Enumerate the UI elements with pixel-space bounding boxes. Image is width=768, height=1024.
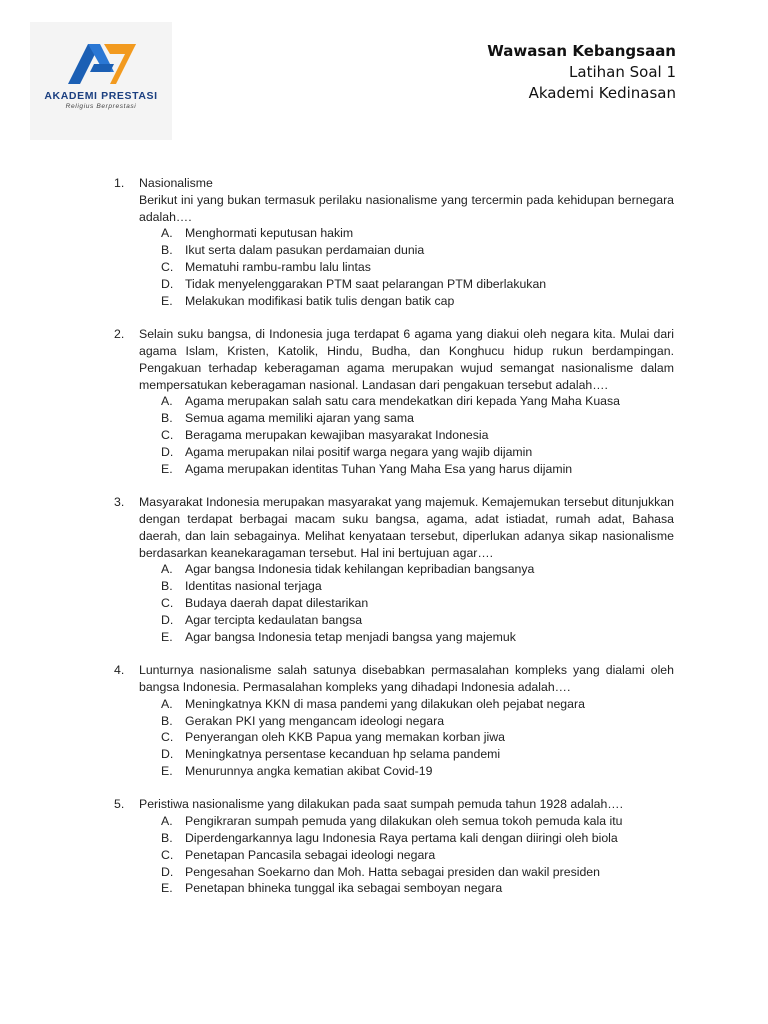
question-text: Berikut ini yang bukan termasuk perilaku nasionalisme yang tercermin pada kehidupan bernegara adalah….: [139, 192, 674, 224]
question-text: Peristiwa nasionalisme yang dilakukan pada saat sumpah pemuda tahun 1928 adalah….: [139, 797, 623, 812]
option-text: Agama merupakan nilai positif warga negara yang wajib dijamin: [185, 444, 533, 459]
brand-logo: [30, 22, 172, 140]
answer-option: [161, 410, 674, 427]
category-title: Akademi Kedinasan: [528, 84, 676, 102]
option-letter: E.: [161, 881, 173, 896]
akademi-prestasi-logo-icon: [64, 42, 140, 88]
option-letter: C.: [161, 259, 174, 274]
answer-option: [161, 276, 674, 293]
option-text: Menurunnya angka kematian akibat Covid-19: [185, 763, 433, 778]
option-letter: A.: [161, 562, 173, 577]
question-item: [114, 494, 674, 645]
question-text: Selain suku bangsa, di Indonesia juga terdapat 6 agama yang diakui oleh negara kita. Mulai dari agama Islam, Kristen, Katolik, Hindu, Budha, dan Konghucu hidup rukun berdampingan. Pengakuan terhadap keberagaman agama merupakan wujud semangat nasionalisme dalam mempersatukan keberagaman nasional. Landasan dari pengakuan tersebut adalah….: [139, 327, 674, 392]
answer-option: [161, 461, 674, 478]
answer-option: [161, 444, 674, 461]
option-letter: E.: [161, 629, 173, 644]
question-item: [114, 175, 674, 309]
answer-option: [161, 830, 674, 847]
option-text: Meningkatnya persentase kecanduan hp selama pandemi: [185, 747, 501, 762]
option-text: Mematuhi rambu-rambu lalu lintas: [185, 259, 371, 274]
document-header: [487, 41, 676, 104]
option-letter: A.: [161, 814, 173, 829]
exercise-title: Latihan Soal 1: [569, 63, 676, 81]
answer-option: [161, 763, 674, 780]
option-letter: D.: [161, 864, 174, 879]
answer-options: [139, 696, 674, 780]
answer-options: [139, 813, 674, 897]
question-number: 4.: [114, 663, 125, 678]
answer-option: [161, 293, 674, 310]
option-text: Agar tercipta kedaulatan bangsa: [185, 612, 363, 627]
option-text: Diperdengarkannya lagu Indonesia Raya pertama kali dengan diiringi oleh biola: [185, 831, 618, 846]
option-text: Penetapan Pancasila sebagai ideologi negara: [185, 847, 436, 862]
option-letter: B.: [161, 579, 173, 594]
option-letter: B.: [161, 831, 173, 846]
option-text: Beragama merupakan kewajiban masyarakat Indonesia: [185, 427, 489, 442]
answer-option: [161, 746, 674, 763]
option-letter: C.: [161, 427, 174, 442]
option-letter: E.: [161, 461, 173, 476]
option-text: Penetapan bhineka tunggal ika sebagai semboyan negara: [185, 881, 503, 896]
option-letter: D.: [161, 276, 174, 291]
question-number: 1.: [114, 176, 125, 190]
answer-options: [139, 225, 674, 309]
option-letter: B.: [161, 411, 173, 426]
option-text: Semua agama memiliki ajaran yang sama: [185, 411, 414, 426]
option-text: Melakukan modifikasi batik tulis dengan batik cap: [185, 293, 455, 308]
option-letter: B.: [161, 243, 173, 258]
question-item: [114, 796, 674, 897]
option-letter: B.: [161, 713, 173, 728]
answer-option: [161, 259, 674, 276]
question-item: [114, 326, 674, 477]
answer-option: [161, 561, 674, 578]
option-text: Pengikraran sumpah pemuda yang dilakukan oleh semua tokoh pemuda kala itu: [185, 814, 623, 829]
question-title: Nasionalisme: [139, 176, 213, 190]
option-text: Menghormati keputusan hakim: [185, 226, 354, 241]
option-text: Pengesahan Soekarno dan Moh. Hatta sebagai presiden dan wakil presiden: [185, 864, 600, 879]
option-text: Agar bangsa Indonesia tetap menjadi bangsa yang majemuk: [185, 629, 516, 644]
brand-tagline: Religius Berprestasi: [65, 103, 137, 110]
question-list: [114, 175, 674, 914]
option-text: Agama merupakan identitas Tuhan Yang Maha Esa yang harus dijamin: [185, 461, 573, 476]
option-letter: D.: [161, 612, 174, 627]
option-text: Agar bangsa Indonesia tidak kehilangan kepribadian bangsanya: [185, 562, 535, 577]
option-text: Tidak menyelenggarakan PTM saat pelarangan PTM diberlakukan: [185, 276, 547, 291]
option-letter: A.: [161, 394, 173, 409]
option-letter: A.: [161, 696, 173, 711]
option-text: Budaya daerah dapat dilestarikan: [185, 595, 369, 610]
question-number: 3.: [114, 495, 125, 510]
option-text: Meningkatnya KKN di masa pandemi yang dilakukan oleh pejabat negara: [185, 696, 585, 711]
option-letter: C.: [161, 595, 174, 610]
option-text: Ikut serta dalam pasukan perdamaian dunia: [185, 243, 425, 258]
option-letter: C.: [161, 847, 174, 862]
question-text: Masyarakat Indonesia merupakan masyarakat yang majemuk. Kemajemukan tersebut ditunjukkan dengan terdapat berbagai macam suku bangsa, agama, adat istiadat, rumah adat, Bahasa daerah, dan lain sebagainya. Melihat kenyataan tersebut, diperlukan adanya sikap nasionalisme berdasarkan keanekaragaman tersebut. Hal ini bertujuan agar….: [139, 495, 674, 560]
option-text: Gerakan PKI yang mengancam ideologi negara: [185, 713, 445, 728]
answer-option: [161, 393, 674, 410]
option-letter: A.: [161, 226, 173, 241]
option-letter: D.: [161, 747, 174, 762]
option-text: Agama merupakan salah satu cara mendekatkan diri kepada Yang Maha Kuasa: [185, 394, 620, 409]
answer-option: [161, 427, 674, 444]
brand-name: AKADEMI PRESTASI: [44, 90, 158, 102]
answer-options: [139, 393, 674, 477]
answer-option: [161, 578, 674, 595]
question-text: Lunturnya nasionalisme salah satunya disebabkan permasalahan kompleks yang dialami oleh bangsa Indonesia. Permasalahan kompleks yang dihadapi Indonesia adalah….: [139, 663, 674, 694]
question-item: [114, 662, 674, 780]
answer-option: [161, 242, 674, 259]
answer-option: [161, 847, 674, 864]
answer-option: [161, 864, 674, 881]
answer-option: [161, 612, 674, 629]
option-text: Identitas nasional terjaga: [185, 579, 322, 594]
question-number: 2.: [114, 327, 125, 342]
answer-option: [161, 225, 674, 242]
answer-option: [161, 813, 674, 830]
option-letter: E.: [161, 293, 173, 308]
answer-options: [139, 561, 674, 645]
answer-option: [161, 696, 674, 713]
answer-option: [161, 629, 674, 646]
question-number: 5.: [114, 797, 125, 812]
answer-option: [161, 595, 674, 612]
option-letter: E.: [161, 763, 173, 778]
answer-option: [161, 713, 674, 730]
option-text: Penyerangan oleh KKB Papua yang memakan korban jiwa: [185, 730, 505, 745]
option-letter: D.: [161, 444, 174, 459]
answer-option: [161, 880, 674, 897]
answer-option: [161, 729, 674, 746]
option-letter: C.: [161, 730, 174, 745]
subject-title: Wawasan Kebangsaan: [487, 42, 676, 60]
